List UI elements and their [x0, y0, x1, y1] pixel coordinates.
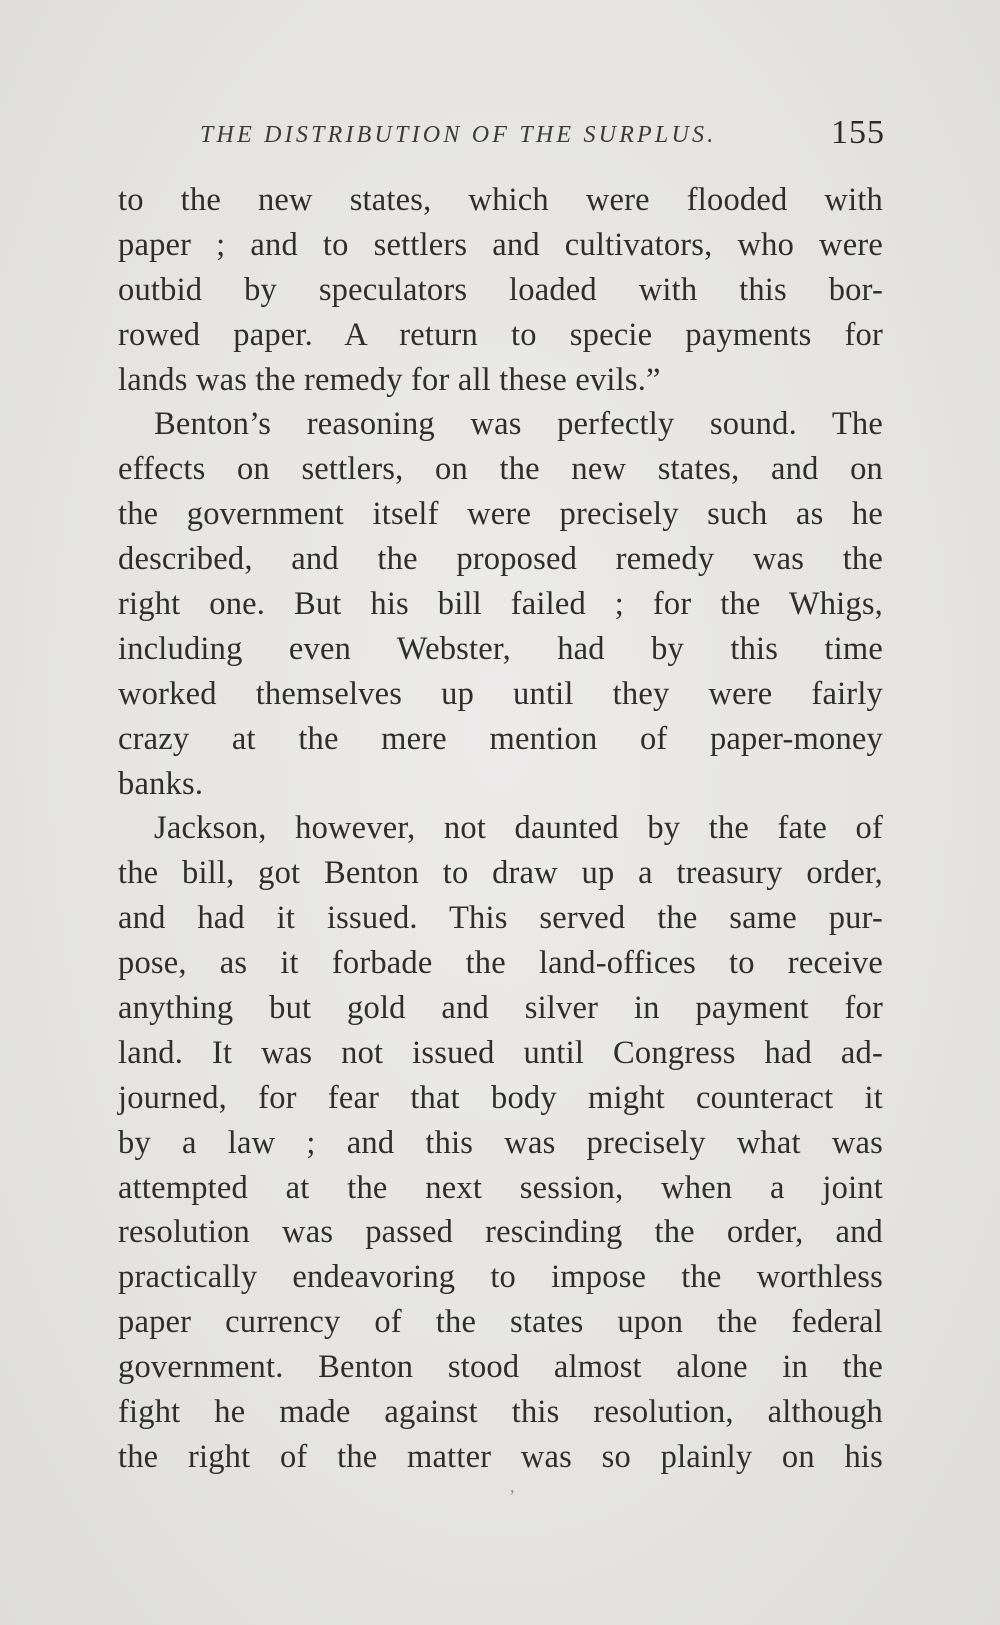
text-line: banks.: [118, 765, 204, 802]
text-line: the bill, got Benton to draw up a treasury order,: [118, 855, 883, 892]
text-line: land. It was not issued until Congress had ad-: [118, 1034, 883, 1071]
text-line: paper currency of the states upon the federal: [118, 1304, 883, 1341]
text-line: journed, for fear that body might counteract it: [118, 1079, 883, 1116]
body-text: [118, 178, 883, 1480]
text-line: resolution was passed rescinding the order, and: [118, 1214, 883, 1251]
text-line: crazy at the mere mention of paper-money: [118, 720, 883, 757]
text-line: attempted at the next session, when a joint: [118, 1169, 883, 1206]
text-line: and had it issued. This served the same pur-: [118, 900, 883, 937]
text-line: right one. But his bill failed ; for the Whigs,: [118, 586, 883, 623]
text-line: including even Webster, had by this time: [118, 630, 883, 667]
text-line: outbid by speculators loaded with this bor-: [118, 271, 883, 308]
text-line: rowed paper. A return to specie payments for: [118, 316, 883, 353]
text-line: the government itself were precisely such as he: [118, 496, 883, 533]
text-line: fight he made against this resolution, although: [118, 1394, 883, 1431]
text-line: worked themselves up until they were fairly: [118, 675, 883, 712]
text-line: Benton’s reasoning was perfectly sound. The: [154, 406, 883, 443]
text-line: effects on settlers, on the new states, and on: [118, 451, 883, 488]
text-line: to the new states, which were flooded with: [118, 182, 883, 218]
text-line: practically endeavoring to impose the worthless: [118, 1259, 883, 1296]
page-number: 155: [831, 114, 885, 151]
running-head: [190, 114, 885, 162]
text-line: the right of the matter was so plainly on his: [118, 1438, 883, 1475]
text-line: paper ; and to settlers and cultivators, who were: [118, 226, 883, 263]
text-line: government. Benton stood almost alone in the: [118, 1349, 883, 1386]
text-line: anything but gold and silver in payment for: [118, 990, 883, 1027]
text-line: Jackson, however, not daunted by the fate of: [154, 810, 883, 847]
running-title: THE DISTRIBUTION OF THE SURPLUS.: [200, 122, 717, 148]
text-line: lands was the remedy for all these evils.”: [118, 361, 661, 398]
text-line: pose, as it forbade the land-offices to receive: [118, 945, 883, 982]
text-line: by a law ; and this was precisely what was: [118, 1124, 883, 1161]
print-speck: ,: [510, 1476, 515, 1496]
text-line: described, and the proposed remedy was the: [118, 541, 883, 578]
